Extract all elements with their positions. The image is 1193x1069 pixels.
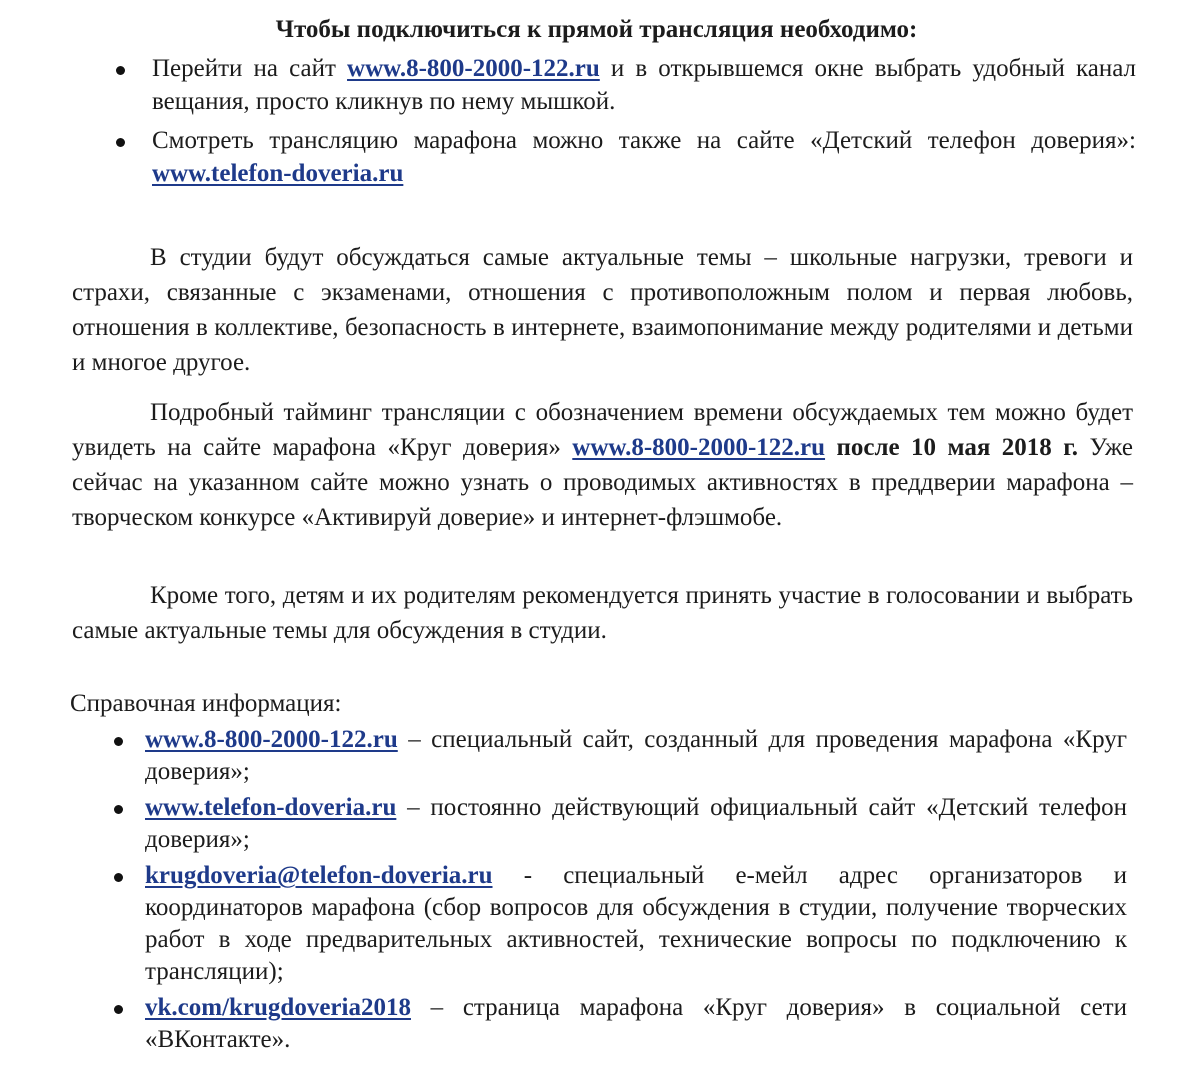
document-heading: Чтобы подключиться к прямой трансляция необходимо: <box>275 16 918 43</box>
list-item-text: – постоянно действующий официальный сайт «Детский телефон доверия»; <box>145 794 1127 853</box>
list-item-text: Смотреть трансляцию марафона можно также на сайте «Детский телефон доверия»: <box>152 127 1136 154</box>
list-item-text: – специальный сайт, созданный для проведения марафона «Круг доверия»; <box>145 726 1127 785</box>
paragraph-text: Подробный тайминг трансляции с обозначением времени обсуждаемых тем можно будет увидеть на сайте марафона «Круг доверия» <box>72 399 1133 461</box>
list-item-text: - специальный е-мейл адрес организаторов и координаторов марафона (сбор вопросов для обсуждения в студии, получение творческих работ в ходе предварительных активностей, технические вопросы по подключению к трансляции); <box>145 862 1127 985</box>
list-item <box>152 52 1136 118</box>
bullet-icon <box>116 66 125 75</box>
reference-title: Справочная информация: <box>70 690 342 717</box>
bullet-icon <box>116 138 125 147</box>
bullet-icon <box>114 805 123 814</box>
marathon-site-link[interactable]: www.8-800-2000-122.ru <box>145 726 398 753</box>
timing-paragraph <box>72 395 1133 535</box>
paragraph-text: Уже сейчас на указанном сайте можно узнать о проводимых активностях в преддверии марафона – творческом конкурсе «Активируй доверие» и интернет-флэшмобе. <box>72 434 1133 531</box>
list-item <box>152 124 1136 190</box>
list-item <box>145 992 1127 1056</box>
vk-page-link[interactable]: vk.com/krugdoveria2018 <box>145 994 411 1021</box>
helpline-site-link[interactable]: www.telefon-doveria.ru <box>152 160 404 187</box>
studio-topics-paragraph: В студии будут обсуждаться самые актуальные темы – школьные нагрузки, тревоги и страхи, связанные с экзаменами, отношения с противоположным полом и первая любовь, отношения в коллективе, безопасность в интернете, взаимопонимание между родителями и детьми и многое другое. <box>72 244 1133 376</box>
bullet-icon <box>114 1005 123 1014</box>
list-item <box>145 724 1127 788</box>
bullet-icon <box>114 873 123 882</box>
date-emphasis: после 10 мая 2018 г. <box>825 434 1079 461</box>
list-item-text: – страница марафона «Круг доверия» в социальной сети «ВКонтакте». <box>145 994 1127 1053</box>
list-item-text: Перейти на сайт <box>152 55 348 82</box>
marathon-site-link[interactable]: www.8-800-2000-122.ru <box>572 434 826 461</box>
bullet-icon <box>114 737 123 746</box>
list-item-text: и в открывшемся окне выбрать удобный канал вещания, просто кликнув по нему мышкой. <box>152 55 1136 115</box>
voting-paragraph: Кроме того, детям и их родителям рекомендуется принять участие в голосовании и выбрать самые актуальные темы для обсуждения в студии. <box>72 582 1133 644</box>
email-link[interactable]: krugdoveria@telefon-doveria.ru <box>145 862 493 889</box>
marathon-site-link[interactable]: www.8-800-2000-122.ru <box>347 55 600 82</box>
reference-list <box>145 724 1127 1060</box>
list-item <box>145 860 1127 988</box>
list-item <box>145 792 1127 856</box>
connect-instructions-list <box>152 52 1136 190</box>
helpline-site-link[interactable]: www.telefon-doveria.ru <box>145 794 397 821</box>
